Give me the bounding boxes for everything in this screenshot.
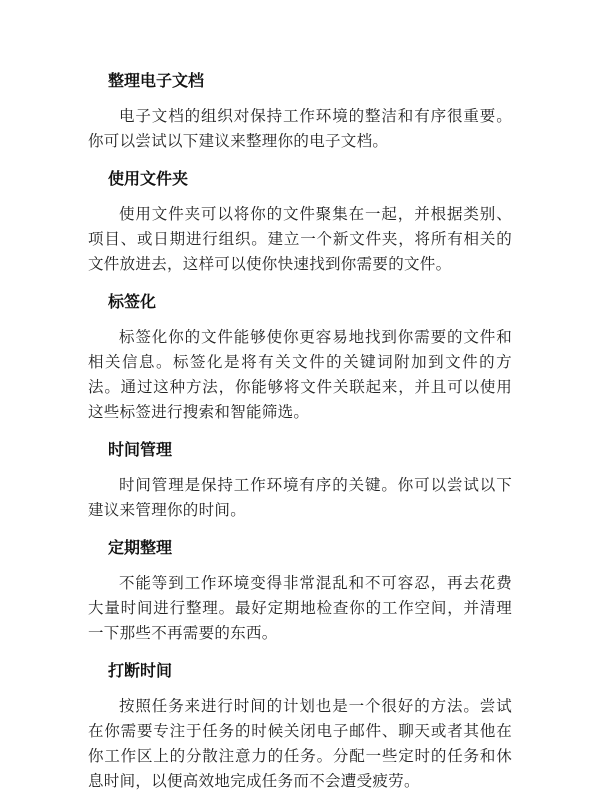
section-use-folders — [88, 164, 512, 277]
section-heading: 整理电子文档 — [108, 71, 205, 90]
section-paragraph: 时间管理是保持工作环境有序的关键。你可以尝试以下建议来管理你的时间。 — [88, 476, 512, 519]
section-heading: 时间管理 — [108, 440, 173, 459]
section-heading: 定期整理 — [108, 538, 173, 557]
section-paragraph: 按照任务来进行时间的计划也是一个很好的方法。尝试在你需要专注于任务的时候关闭电子邮件、聊天或者其他在你工作区上的分散注意力的任务。分配一些定时的任务和休息时间，以便高效地完成任务而不会遭受疲劳。 — [88, 697, 512, 790]
section-paragraph: 使用文件夹可以将你的文件聚集在一起，并根据类别、项目、或日期进行组织。建立一个新文件夹，将所有相关的文件放进去，这样可以使你快速找到你需要的文件。 — [88, 205, 512, 273]
section-paragraph: 电子文档的组织对保持工作环境的整洁和有序很重要。你可以尝试以下建议来整理你的电子文档。 — [88, 107, 512, 150]
section-heading: 使用文件夹 — [108, 169, 189, 188]
section-paragraph: 标签化你的文件能够使你更容易地找到你需要的文件和相关信息。标签化是将有关文件的关键词附加到文件的方法。通过这种方法，你能够将文件关联起来，并且可以使用这些标签进行搜索和智能筛选。 — [88, 328, 512, 421]
section-interrupt-time — [88, 656, 512, 794]
section-organize-documents — [88, 66, 512, 154]
section-tagging — [88, 287, 512, 425]
section-heading: 标签化 — [108, 292, 157, 311]
section-paragraph: 不能等到工作环境变得非常混乱和不可容忍，再去花费大量时间进行整理。最好定期地检查你的工作空间，并清理一下那些不再需要的东西。 — [88, 574, 512, 642]
section-time-management — [88, 435, 512, 523]
section-regular-cleanup — [88, 533, 512, 646]
section-heading: 打断时间 — [108, 661, 173, 680]
